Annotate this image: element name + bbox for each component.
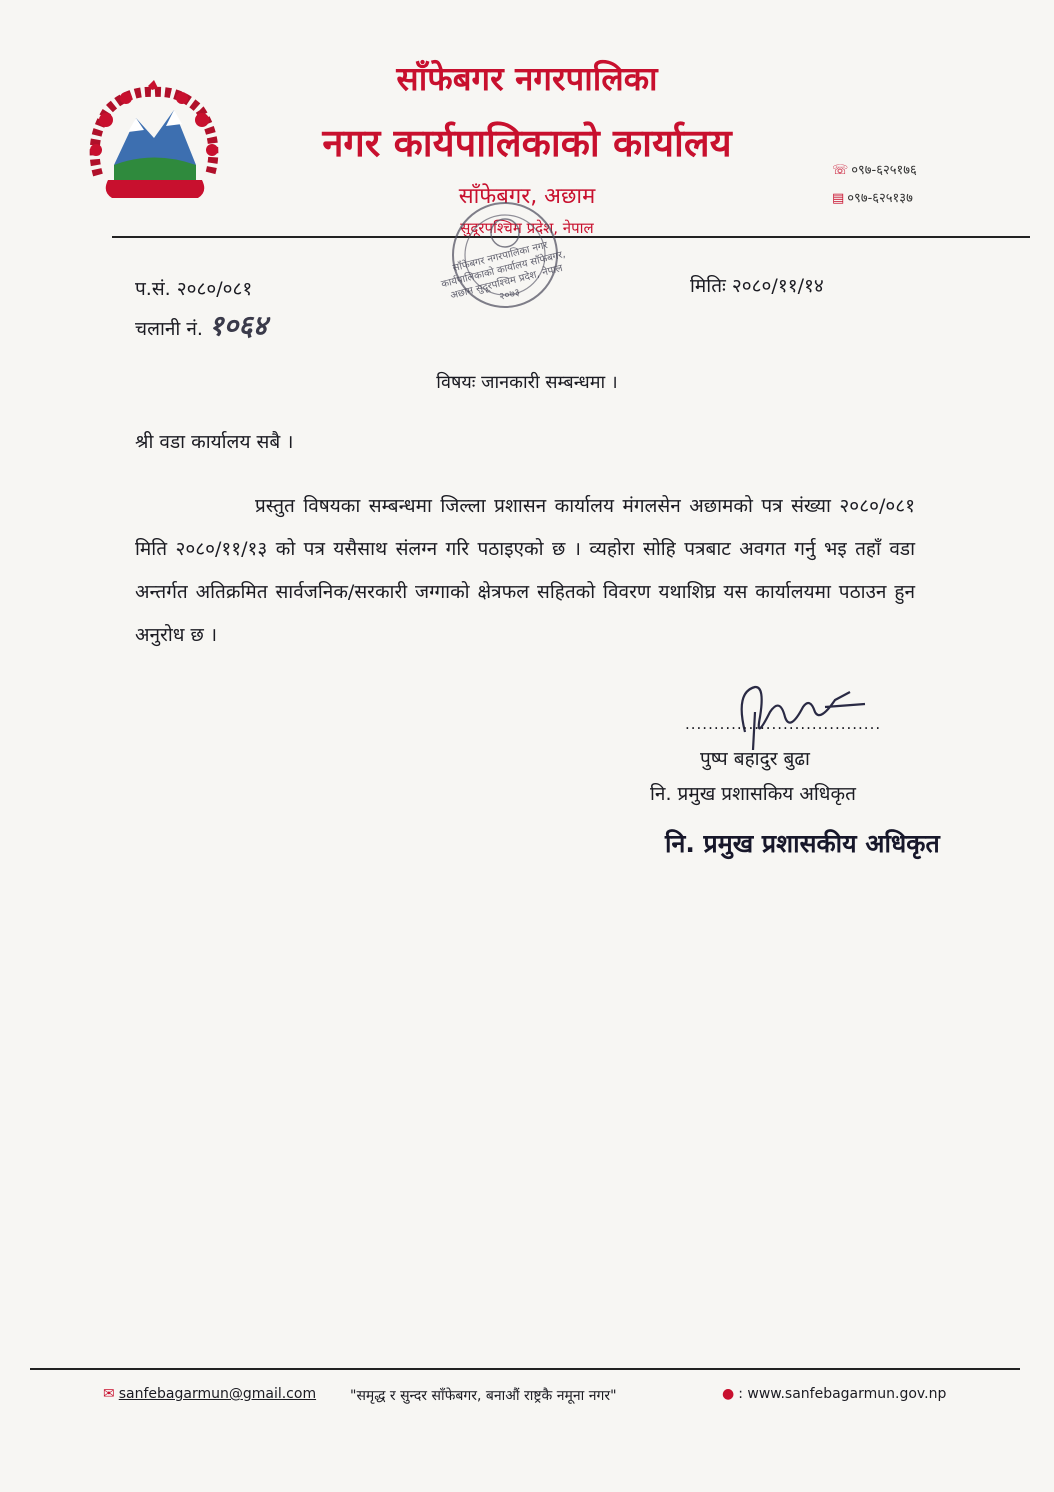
signatory-title-stamp: नि. प्रमुख प्रशासकीय अधिकृत xyxy=(665,829,940,858)
signatory-title: नि. प्रमुख प्रशासकिय अधिकृत xyxy=(650,783,856,805)
office-stamp-text: साँफेबगर नगरपालिका नगर कार्यपालिकाको कार्यालय साँफेबगर, अछाम सुदूरपश्चिम प्रदेश, नेपाल २०७३ xyxy=(440,239,567,303)
office-location: साँफेबगर, अछाम xyxy=(458,184,596,209)
handwritten-signature xyxy=(725,672,875,752)
website-link[interactable]: : www.sanfebagarmun.gov.np xyxy=(738,1386,947,1402)
office-name: नगर कार्यपालिकाको कार्यालय xyxy=(322,121,732,165)
letter-body: प्रस्तुत विषयका सम्बन्धमा जिल्ला प्रशासन कार्यालय मंगलसेन अछामको पत्र संख्या २०८०/०८१ मिति २०८०/११/१३ को पत्र यसैसाथ संलग्न गरि पठाइएको छ । व्यहोरा सोहि पत्रबाट अवगत गर्नु भइ तहाँ वडा अन्तर्गत अतिक्रमित सार्वजनिक/सरकारी जग्गाको क्षेत्रफल सहितको विवरण यथाशिघ्र यस कार्यालयमा पठाउन हुन अनुरोध छ । xyxy=(135,495,915,646)
footer-divider xyxy=(30,1368,1020,1370)
email-icon: ✉ xyxy=(103,1386,115,1402)
signature-line: .................................. xyxy=(685,715,882,733)
dispatch-number-handwritten: १०६४ xyxy=(209,309,268,342)
footer-slogan: "समृद्ध र सुन्दर साँफेबगर, बनाऔं राष्ट्रकै नमूना नगर" xyxy=(350,1388,617,1404)
phone-number: ☏ ०९७-६२५१७६ xyxy=(832,163,917,178)
fiscal-year: प.सं. २०८०/०८१ xyxy=(135,278,253,300)
fax-number: ▤ ०९७-६२५१३७ xyxy=(832,191,913,206)
phone-icon: ☏ xyxy=(832,163,849,178)
municipality-name: साँफेबगर नगरपालिका xyxy=(396,59,658,98)
globe-icon: ● xyxy=(722,1386,735,1402)
office-province: सुदूरपश्चिम प्रदेश, नेपाल xyxy=(460,219,594,237)
signatory-name: पुष्प बहादुर बुढा xyxy=(700,748,810,770)
fax-icon: ▤ xyxy=(832,191,845,206)
dispatch-number: चलानी नं. १०६४ xyxy=(135,309,268,342)
footer-website xyxy=(722,1386,946,1402)
letter-addressee: श्री वडा कार्यालय सबै । xyxy=(135,431,294,453)
email-link[interactable]: sanfebagarmun@gmail.com xyxy=(118,1386,317,1402)
letter-subject: विषयः जानकारी सम्बन्धमा । xyxy=(436,372,618,393)
letter-date: मितिः २०८०/११/१४ xyxy=(690,275,824,297)
footer-email xyxy=(103,1386,316,1402)
